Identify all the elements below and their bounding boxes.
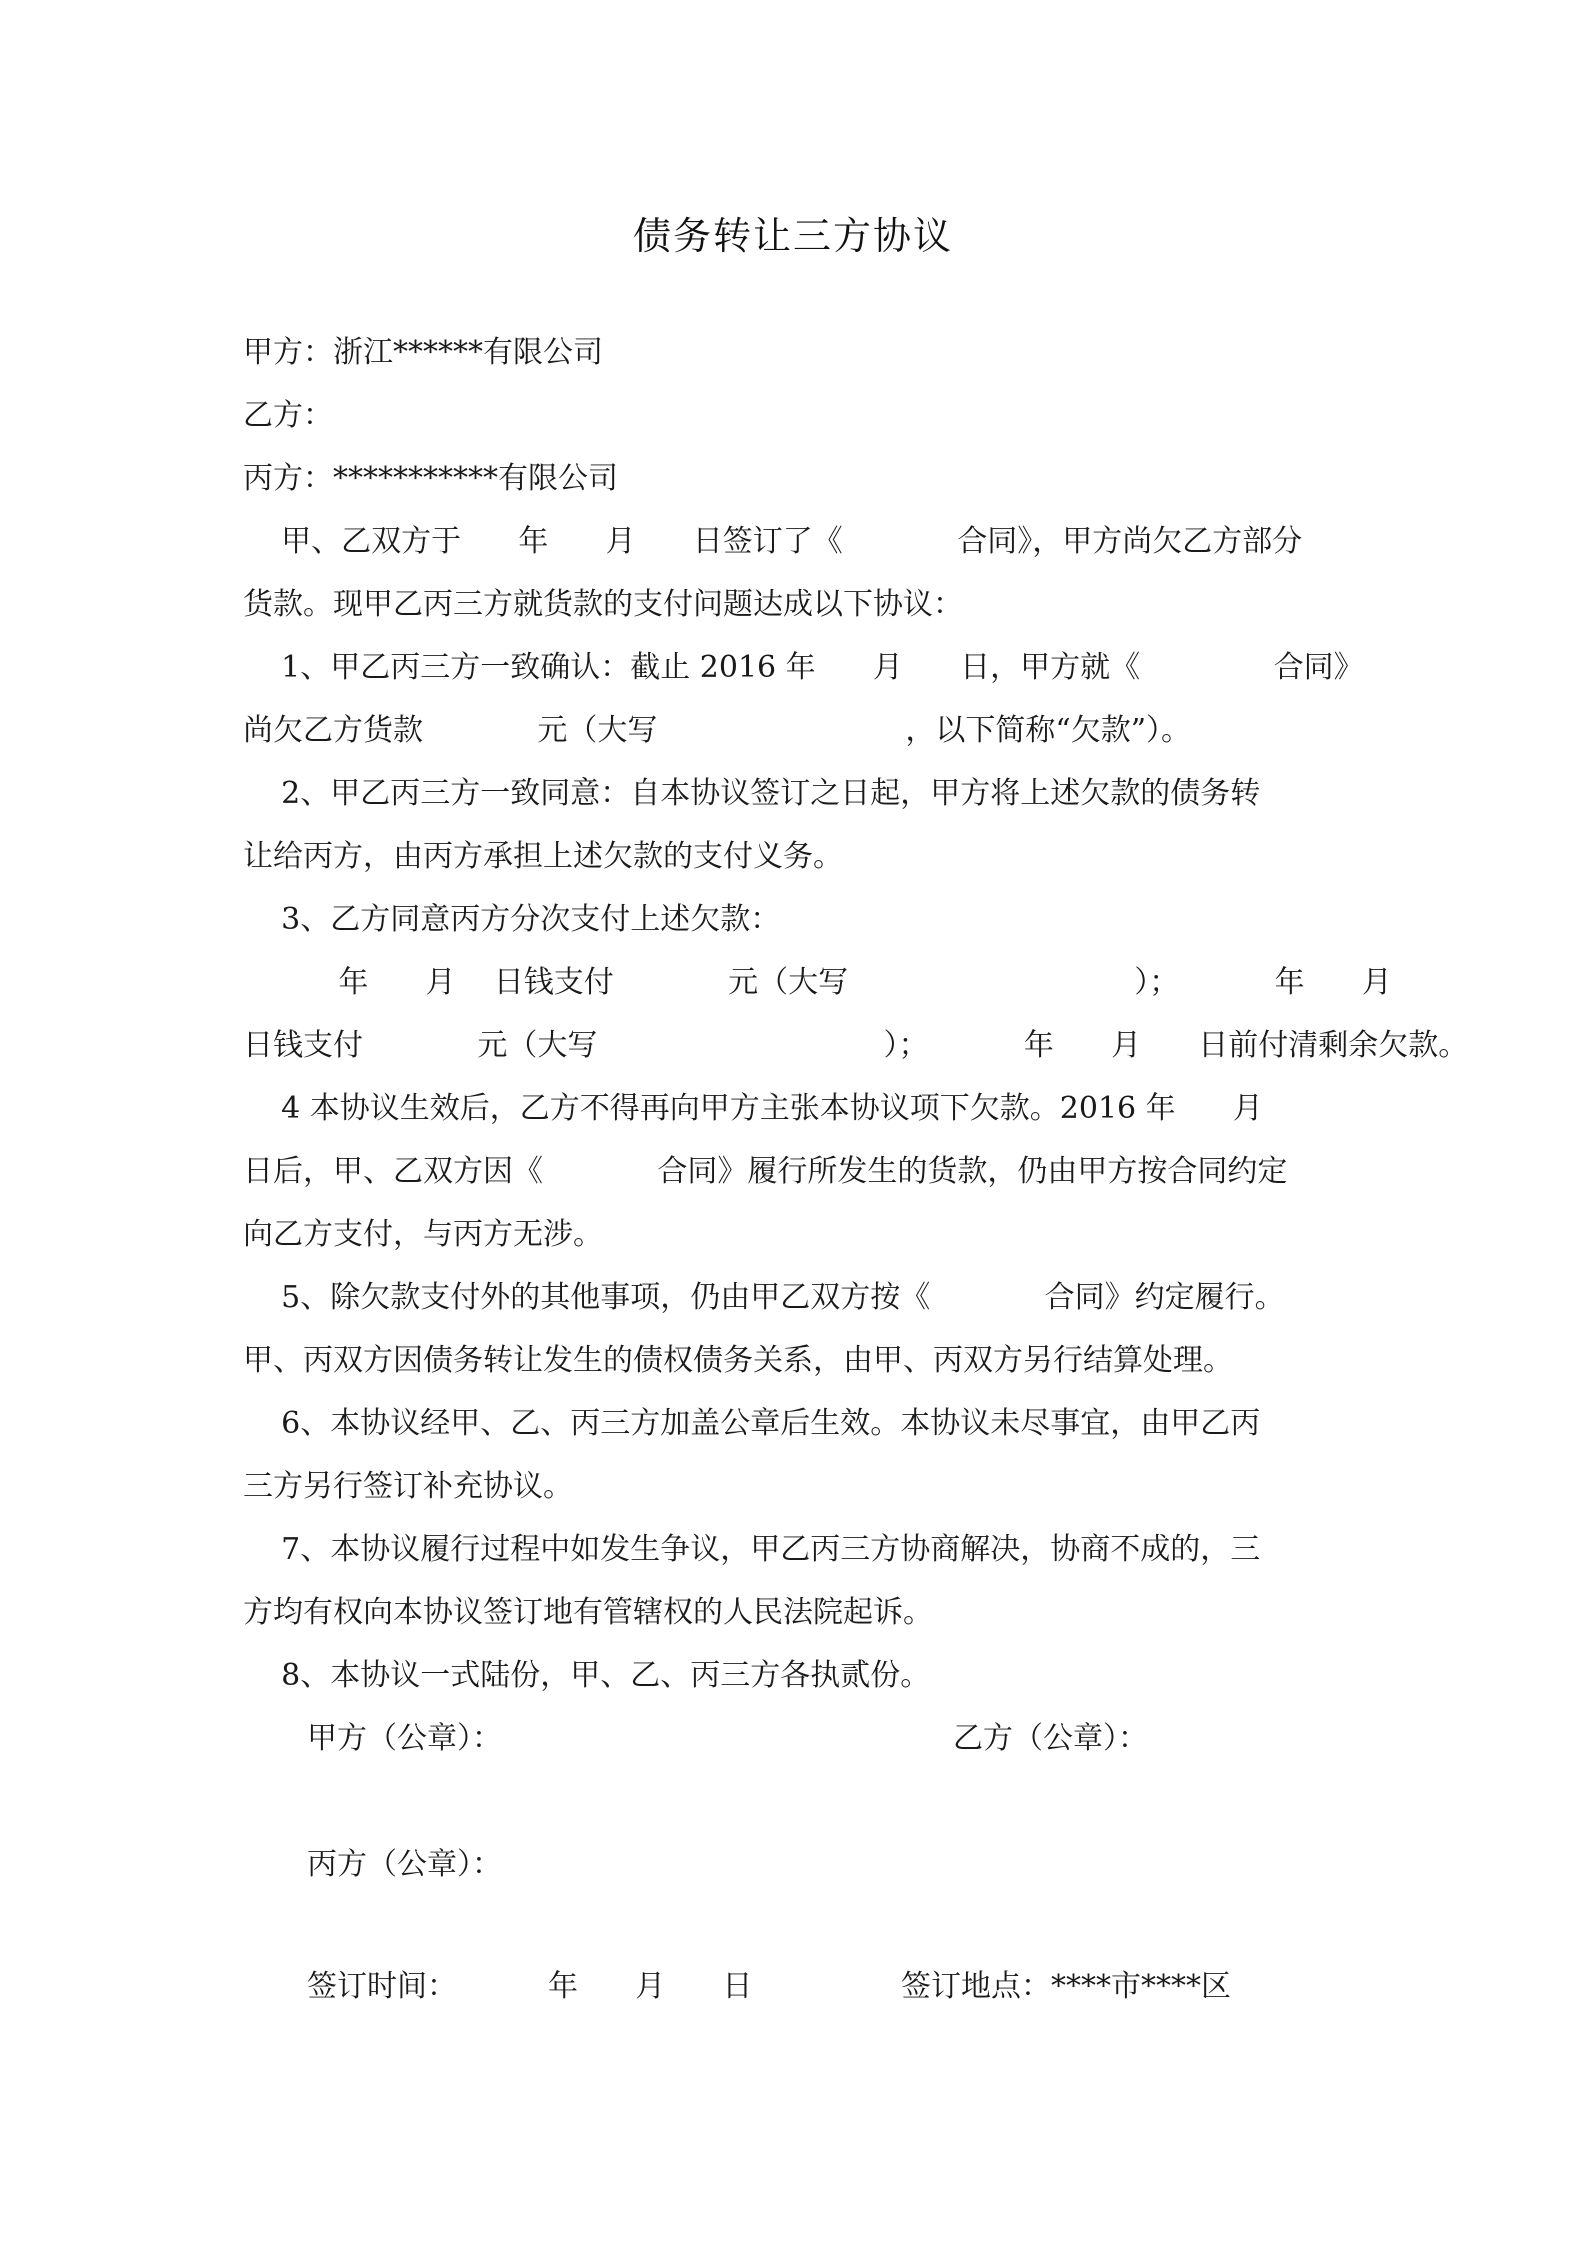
- clause-4-line-1: 4 本协议生效后，乙方不得再向甲方主张本协议项下欠款。2016 年 月: [243, 1091, 1263, 1126]
- sign-date-label: 签订时间：: [307, 1969, 457, 2004]
- clause-6-line-2: 三方另行签订补充协议。: [243, 1469, 573, 1504]
- clause-4-line-2: 日后，甲、乙双方因《 合同》履行所发生的货款，仍由甲方按合同约定: [243, 1154, 1288, 1189]
- clause-4-line-3: 向乙方支付，与丙方无涉。: [243, 1217, 603, 1252]
- intro-line-1: 甲、乙双方于 年 月 日签订了《 合同》，甲方尚欠乙方部分: [243, 524, 1303, 559]
- party-a-seal: 甲方（公章）：: [307, 1721, 502, 1756]
- party-b-seal: 乙方（公章）：: [953, 1721, 1148, 1756]
- clause-2-line-1: 2、甲乙丙三方一致同意：自本协议签订之日起，甲方将上述欠款的债务转: [243, 776, 1261, 811]
- clause-2-line-2: 让给丙方，由丙方承担上述欠款的支付义务。: [243, 839, 843, 874]
- party-c-line: 丙方：***********有限公司: [243, 461, 618, 496]
- clause-3-line-2: 年 月 日钱支付 元（大写 ）； 年 月: [243, 965, 1392, 1000]
- clause-5-line-2: 甲、丙双方因债务转让发生的债权债务关系，由甲、丙双方另行结算处理。: [243, 1343, 1233, 1378]
- intro-line-2: 货款。现甲乙丙三方就货款的支付问题达成以下协议：: [243, 587, 963, 622]
- party-a-line: 甲方：浙江******有限公司: [243, 335, 603, 370]
- sign-date-blank: 年 月 日: [548, 1969, 753, 2004]
- party-c-seal: 丙方（公章）：: [307, 1847, 502, 1882]
- sign-place: 签订地点：****市****区: [901, 1969, 1231, 2004]
- party-b-line: 乙方：: [243, 398, 333, 433]
- clause-7-line-1: 7、本协议履行过程中如发生争议，甲乙丙三方协商解决，协商不成的，三: [243, 1532, 1261, 1567]
- clause-3-line-3: 日钱支付 元（大写 ）； 年 月 日前付清剩余欠款。: [243, 1028, 1469, 1063]
- clause-3-line-1: 3、乙方同意丙方分次支付上述欠款：: [243, 902, 781, 937]
- clause-6-line-1: 6、本协议经甲、乙、丙三方加盖公章后生效。本协议未尽事宜，由甲乙丙: [243, 1406, 1261, 1441]
- clause-1-line-2: 尚欠乙方货款 元（大写 ，以下简称“欠款”）。: [243, 713, 1192, 748]
- clause-5-line-1: 5、除欠款支付外的其他事项，仍由甲乙双方按《 合同》约定履行。: [243, 1280, 1285, 1315]
- document-title: 债务转让三方协议: [632, 214, 953, 258]
- clause-8-line-1: 8、本协议一式陆份，甲、乙、丙三方各执贰份。: [243, 1658, 931, 1693]
- clause-7-line-2: 方均有权向本协议签订地有管辖权的人民法院起诉。: [243, 1595, 933, 1630]
- clause-1-line-1: 1、甲乙丙三方一致确认：截止 2016 年 月 日，甲方就《 合同》: [243, 650, 1364, 685]
